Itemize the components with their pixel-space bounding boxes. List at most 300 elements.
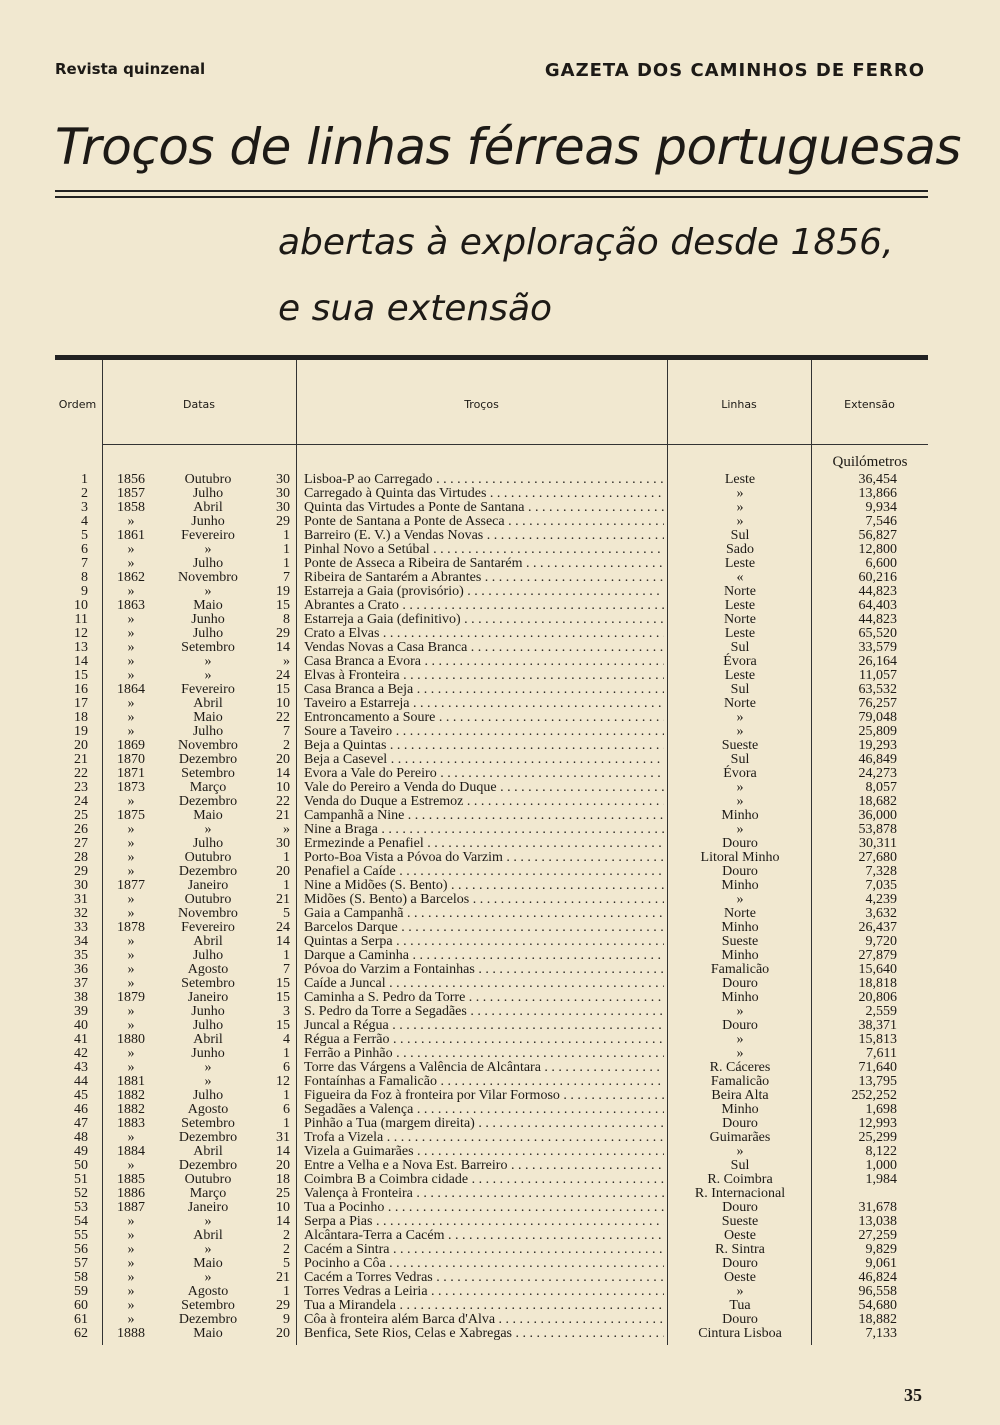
cell-linha: » [736, 1284, 744, 1299]
cell-day: 6 [283, 1102, 290, 1117]
cell-day: 21 [276, 892, 290, 907]
cell-linha: Sul [730, 752, 750, 767]
cell-month: Maio [193, 1326, 223, 1341]
cell-ordem: 10 [74, 598, 88, 613]
cell-troco: Fontaínhas a Famalicão . . . [304, 1075, 664, 1089]
cell-year: » [127, 1284, 135, 1299]
table-row [0, 529, 1000, 543]
table-row [0, 585, 1000, 599]
cell-extensao: 4,239 [865, 892, 897, 907]
cell-day: 31 [276, 1130, 290, 1145]
cell-troco: Penafiel a Caíde . . . [304, 865, 664, 879]
cell-ordem: 61 [74, 1312, 88, 1327]
cell-ordem: 42 [74, 1046, 88, 1061]
table-row [0, 1229, 1000, 1243]
cell-troco: Crato a Elvas . . . [304, 627, 664, 641]
cell-year: » [127, 612, 135, 627]
cell-extensao: 9,829 [865, 1242, 897, 1257]
cell-ordem: 17 [74, 696, 88, 711]
cell-year: 1885 [117, 1172, 145, 1187]
cell-troco: Darque a Caminha . . . [304, 949, 664, 963]
table-row [0, 753, 1000, 767]
cell-extensao: 44,823 [858, 612, 897, 627]
cell-extensao: 71,640 [858, 1060, 897, 1075]
cell-day: 20 [276, 752, 290, 767]
cell-ordem: 54 [74, 1214, 88, 1229]
cell-troco: Lisboa-P ao Carregado . . . [304, 473, 664, 487]
cell-year: » [127, 822, 135, 837]
cell-month: Julho [192, 486, 224, 501]
cell-troco: Pocinho a Côa . . . [304, 1257, 664, 1271]
cell-day: 2 [283, 1242, 290, 1257]
cell-ordem: 53 [74, 1200, 88, 1215]
cell-linha: Oeste [724, 1270, 756, 1285]
cell-month: Abril [193, 696, 223, 711]
cell-troco: Régua a Ferrão . . . [304, 1033, 664, 1047]
cell-ordem: 13 [74, 640, 88, 655]
cell-extensao: 56,827 [858, 528, 897, 543]
cell-troco: Côa à fronteira além Barca d'Alva . . . [304, 1313, 664, 1327]
cell-month: Dezembro [178, 1312, 238, 1327]
cell-day: 21 [276, 1270, 290, 1285]
table-row [0, 1047, 1000, 1061]
cell-extensao: 7,133 [865, 1326, 897, 1341]
cell-day: 1 [283, 528, 290, 543]
cell-troco: Alcântara-Terra a Cacém . . . [304, 1229, 664, 1243]
table-top-rule [55, 355, 928, 360]
cell-linha: » [736, 780, 744, 795]
cell-ordem: 60 [74, 1298, 88, 1313]
table-row [0, 823, 1000, 837]
cell-year: 1863 [117, 598, 145, 613]
cell-extensao: 27,680 [858, 850, 897, 865]
cell-ordem: 18 [74, 710, 88, 725]
table-row [0, 767, 1000, 781]
cell-extensao: 46,824 [858, 1270, 897, 1285]
table-row [0, 1243, 1000, 1257]
cell-linha: Évora [723, 766, 757, 781]
cell-extensao: 2,559 [865, 1004, 897, 1019]
cell-year: » [127, 584, 135, 599]
cell-day: 3 [283, 1004, 290, 1019]
magazine-title: GAZETA DOS CAMINHOS DE FERRO [544, 60, 925, 81]
cell-year: » [127, 864, 135, 879]
cell-extensao: 8,057 [865, 780, 897, 795]
cell-troco: Ermezinde a Penafiel . . . [304, 837, 664, 851]
cell-day: 1 [283, 1116, 290, 1131]
cell-extensao: 8,122 [865, 1144, 897, 1159]
cell-troco: Soure a Taveiro . . . [304, 725, 664, 739]
cell-month: Dezembro [178, 864, 238, 879]
cell-month: Maio [193, 598, 223, 613]
unit-label: Quilómetros [832, 454, 908, 470]
table-row [0, 557, 1000, 571]
cell-extensao: 6,600 [865, 556, 897, 571]
table-row [0, 1117, 1000, 1131]
cell-linha: Minho [721, 920, 759, 935]
cell-ordem: 51 [74, 1172, 88, 1187]
cell-month: » [204, 654, 212, 669]
cell-year: » [127, 1018, 135, 1033]
cell-extensao: 7,328 [865, 864, 897, 879]
cell-year: » [127, 556, 135, 571]
cell-day: 4 [283, 1032, 290, 1047]
cell-troco: Beja a Quintas . . . [304, 739, 664, 753]
cell-extensao: 25,809 [858, 724, 897, 739]
cell-year: » [127, 724, 135, 739]
cell-troco: Porto-Boa Vista a Póvoa do Varzim . . . [304, 851, 664, 865]
table-row [0, 1257, 1000, 1271]
cell-day: 25 [276, 1186, 290, 1201]
cell-linha: Minho [721, 948, 759, 963]
cell-ordem: 27 [74, 836, 88, 851]
cell-year: 1880 [117, 1032, 145, 1047]
table-row [0, 473, 1000, 487]
cell-ordem: 22 [74, 766, 88, 781]
cell-day: 1 [283, 948, 290, 963]
cell-month: Abril [193, 1032, 223, 1047]
cell-month: Outubro [184, 892, 232, 907]
cell-troco: Serpa a Pias . . . [304, 1215, 664, 1229]
table-row [0, 1327, 1000, 1341]
cell-extensao: 3,632 [865, 906, 897, 921]
table-row [0, 1271, 1000, 1285]
cell-troco: Entre a Velha e a Nova Est. Barreiro . . . [304, 1159, 664, 1173]
cell-linha: Sueste [721, 738, 759, 753]
header-trocos: Troços [464, 398, 499, 411]
table-row [0, 1005, 1000, 1019]
cell-extensao: 18,682 [858, 794, 897, 809]
cell-extensao: 26,164 [858, 654, 897, 669]
cell-year: 1877 [117, 878, 145, 893]
cell-extensao: 18,818 [858, 976, 897, 991]
cell-year: » [127, 654, 135, 669]
header-linhas: Linhas [721, 398, 757, 411]
cell-day: 30 [276, 500, 290, 515]
cell-year: 1871 [117, 766, 145, 781]
cell-linha: Leste [724, 668, 756, 683]
cell-troco: Tua a Mirandela . . . [304, 1299, 664, 1313]
cell-linha: R. Cáceres [709, 1060, 771, 1075]
cell-day: 7 [283, 962, 290, 977]
table-row [0, 1075, 1000, 1089]
cell-ordem: 36 [74, 962, 88, 977]
cell-extensao: 20,806 [858, 990, 897, 1005]
cell-troco: Segadães a Valença . . . [304, 1103, 664, 1117]
cell-month: Setembro [181, 766, 235, 781]
cell-troco: Évora a Vale do Pereiro . . . [304, 767, 664, 781]
cell-year: » [127, 836, 135, 851]
cell-year: 1858 [117, 500, 145, 515]
cell-linha: Sado [726, 542, 754, 557]
cell-day: 19 [276, 584, 290, 599]
cell-month: Maio [193, 808, 223, 823]
cell-ordem: 4 [81, 514, 88, 529]
cell-year: » [127, 1004, 135, 1019]
cell-month: Junho [191, 514, 225, 529]
cell-ordem: 58 [74, 1270, 88, 1285]
cell-year: 1881 [117, 1074, 145, 1089]
cell-day: 7 [283, 570, 290, 585]
cell-day: 5 [283, 906, 290, 921]
table-row [0, 1313, 1000, 1327]
cell-ordem: 28 [74, 850, 88, 865]
table-row [0, 1145, 1000, 1159]
cell-extensao: 96,558 [858, 1284, 897, 1299]
cell-month: Fevereiro [181, 528, 235, 543]
cell-ordem: 62 [74, 1326, 88, 1341]
cell-month: Agosto [187, 1102, 229, 1117]
cell-extensao: 18,882 [858, 1312, 897, 1327]
cell-month: Junho [191, 1004, 225, 1019]
cell-ordem: 12 [74, 626, 88, 641]
cell-extensao: 25,299 [858, 1130, 897, 1145]
cell-day: 1 [283, 542, 290, 557]
cell-extensao: 53,878 [858, 822, 897, 837]
cell-extensao: 65,520 [858, 626, 897, 641]
cell-ordem: 47 [74, 1116, 88, 1131]
cell-day: » [283, 654, 290, 669]
cell-linha: Sul [730, 682, 750, 697]
cell-year: » [127, 1158, 135, 1173]
cell-month: Dezembro [178, 1130, 238, 1145]
table-row [0, 851, 1000, 865]
cell-linha: Douro [722, 836, 758, 851]
cell-extensao: 60,216 [858, 570, 897, 585]
cell-day: 20 [276, 1158, 290, 1173]
table-row [0, 1061, 1000, 1075]
cell-troco: Carregado à Quinta das Virtudes . . . [304, 487, 664, 501]
cell-year: 1856 [117, 472, 145, 487]
cell-month: Julho [192, 948, 224, 963]
cell-ordem: 40 [74, 1018, 88, 1033]
table-row [0, 1187, 1000, 1201]
table-row [0, 669, 1000, 683]
cell-day: 14 [276, 640, 290, 655]
cell-ordem: 26 [74, 822, 88, 837]
cell-year: 1875 [117, 808, 145, 823]
cell-extensao: 46,849 [858, 752, 897, 767]
cell-year: 1857 [117, 486, 145, 501]
cell-ordem: 32 [74, 906, 88, 921]
cell-month: Julho [192, 836, 224, 851]
cell-linha: Litoral Minho [700, 850, 780, 865]
cell-troco: Benfica, Sete Rios, Celas e Xabregas . . . [304, 1327, 664, 1341]
cell-troco: S. Pedro da Torre a Segadães . . . [304, 1005, 664, 1019]
cell-ordem: 49 [74, 1144, 88, 1159]
cell-month: » [204, 1214, 212, 1229]
cell-troco: Barreiro (E. V.) a Vendas Novas . . . [304, 529, 664, 543]
cell-year: » [127, 906, 135, 921]
cell-day: 5 [283, 1256, 290, 1271]
cell-troco: Ponte de Asseca a Ribeira de Santarém . . . [304, 557, 664, 571]
cell-year: » [127, 850, 135, 865]
cell-ordem: 45 [74, 1088, 88, 1103]
table-row [0, 1089, 1000, 1103]
cell-troco: Quinta das Virtudes a Ponte de Santana . . . [304, 501, 664, 515]
cell-year: 1882 [117, 1102, 145, 1117]
cell-month: Junho [191, 612, 225, 627]
cell-troco: Ponte de Santana a Ponte de Asseca . . . [304, 515, 664, 529]
cell-ordem: 24 [74, 794, 88, 809]
cell-year: » [127, 710, 135, 725]
cell-month: Janeiro [187, 990, 229, 1005]
cell-troco: Caíde a Juncal . . . [304, 977, 664, 991]
header-rule [667, 444, 811, 445]
cell-ordem: 11 [74, 612, 88, 627]
cell-linha: Douro [722, 1018, 758, 1033]
cell-extensao: 15,813 [858, 1032, 897, 1047]
cell-day: 22 [276, 710, 290, 725]
cell-month: Novembro [178, 738, 238, 753]
cell-linha: Leste [724, 626, 756, 641]
header-ordem: Ordem [58, 398, 97, 411]
cell-troco: Caminha a S. Pedro da Torre . . . [304, 991, 664, 1005]
cell-day: 20 [276, 864, 290, 879]
cell-month: » [204, 822, 212, 837]
cell-day: 20 [276, 1326, 290, 1341]
cell-year: 1888 [117, 1326, 145, 1341]
cell-troco: Coimbra B a Coimbra cidade . . . [304, 1173, 664, 1187]
cell-troco: Juncal a Régua . . . [304, 1019, 664, 1033]
cell-linha: Norte [724, 696, 756, 711]
cell-month: Julho [192, 1018, 224, 1033]
cell-linha: » [736, 1032, 744, 1047]
cell-linha: » [736, 514, 744, 529]
table-row [0, 949, 1000, 963]
table-row [0, 739, 1000, 753]
table-row [0, 697, 1000, 711]
cell-troco: Midões (S. Bento) a Barcelos . . . [304, 893, 664, 907]
cell-ordem: 2 [81, 486, 88, 501]
table-row [0, 893, 1000, 907]
header-rule [102, 444, 667, 445]
table-row [0, 501, 1000, 515]
cell-ordem: 15 [74, 668, 88, 683]
cell-month: Maio [193, 1256, 223, 1271]
cell-troco: Pinhão a Tua (margem direita) . . . [304, 1117, 664, 1131]
cell-linha: R. Coimbra [707, 1172, 773, 1187]
cell-year: 1884 [117, 1144, 145, 1159]
table-row [0, 1131, 1000, 1145]
cell-linha: Leste [724, 556, 756, 571]
cell-troco: Torres Vedras a Leiria . . . [304, 1285, 664, 1299]
cell-extensao: 33,579 [858, 640, 897, 655]
cell-troco: Torre das Várgens a Valência de Alcântara . . . [304, 1061, 664, 1075]
cell-month: Setembro [181, 1298, 235, 1313]
cell-linha: Évora [723, 654, 757, 669]
cell-day: 7 [283, 724, 290, 739]
cell-linha: Sul [730, 528, 750, 543]
page-number: 35 [904, 1385, 922, 1405]
cell-extensao: 27,259 [858, 1228, 897, 1243]
cell-extensao: 252,252 [851, 1088, 897, 1103]
cell-day: 10 [276, 696, 290, 711]
cell-day: 21 [276, 808, 290, 823]
cell-day: 10 [276, 780, 290, 795]
cell-year: » [127, 1228, 135, 1243]
cell-ordem: 50 [74, 1158, 88, 1173]
table-row [0, 641, 1000, 655]
title-rule-bottom [55, 196, 928, 198]
cell-linha: » [736, 710, 744, 725]
header-extensao: Extensão [844, 398, 895, 411]
table-row [0, 837, 1000, 851]
cell-month: Dezembro [178, 752, 238, 767]
cell-troco: Trofa a Vizela . . . [304, 1131, 664, 1145]
cell-year: 1870 [117, 752, 145, 767]
cell-year: » [127, 948, 135, 963]
cell-linha: Cintura Lisboa [698, 1326, 782, 1341]
cell-ordem: 39 [74, 1004, 88, 1019]
cell-month: Julho [192, 1088, 224, 1103]
article-title: Troços de linhas férreas portuguesas [55, 118, 961, 176]
cell-extensao: 38,371 [858, 1018, 897, 1033]
cell-month: Dezembro [178, 1158, 238, 1173]
cell-ordem: 31 [74, 892, 88, 907]
cell-month: » [204, 1060, 212, 1075]
cell-month: Abril [193, 1144, 223, 1159]
cell-troco: Estarreja a Gaia (definitivo) . . . [304, 613, 664, 627]
cell-year: » [127, 1298, 135, 1313]
cell-year: 1869 [117, 738, 145, 753]
cell-month: Julho [192, 626, 224, 641]
cell-month: Fevereiro [181, 920, 235, 935]
cell-month: Abril [193, 500, 223, 515]
cell-extensao: 13,038 [858, 1214, 897, 1229]
cell-ordem: 16 [74, 682, 88, 697]
cell-day: 12 [276, 1074, 290, 1089]
cell-year: » [127, 1242, 135, 1257]
cell-year: » [127, 640, 135, 655]
cell-month: Junho [191, 1046, 225, 1061]
cell-extensao: 31,678 [858, 1200, 897, 1215]
cell-year: » [127, 1214, 135, 1229]
cell-month: Dezembro [178, 794, 238, 809]
cell-ordem: 30 [74, 878, 88, 893]
table-row [0, 613, 1000, 627]
cell-linha: Sul [730, 640, 750, 655]
cell-ordem: 6 [81, 542, 88, 557]
cell-day: 15 [276, 682, 290, 697]
cell-month: Outubro [184, 850, 232, 865]
cell-year: 1883 [117, 1116, 145, 1131]
cell-troco: Beja a Casevel . . . [304, 753, 664, 767]
table-row [0, 977, 1000, 991]
cell-month: Março [189, 1186, 227, 1201]
cell-linha: Douro [722, 864, 758, 879]
cell-troco: Nine a Midões (S. Bento) . . . [304, 879, 664, 893]
table-row [0, 1159, 1000, 1173]
cell-linha: Guimarães [709, 1130, 771, 1145]
cell-linha: Tua [729, 1298, 751, 1313]
cell-day: 15 [276, 598, 290, 613]
cell-extensao: 30,311 [859, 836, 897, 851]
cell-troco: Taveiro a Estarreja . . . [304, 697, 664, 711]
cell-year: » [127, 626, 135, 641]
cell-extensao: 36,454 [858, 472, 897, 487]
table-row [0, 1201, 1000, 1215]
cell-year: » [127, 892, 135, 907]
cell-day: 14 [276, 1144, 290, 1159]
cell-linha: Sul [730, 1158, 750, 1173]
cell-day: 8 [283, 612, 290, 627]
cell-ordem: 8 [81, 570, 88, 585]
cell-year: » [127, 514, 135, 529]
table-row [0, 655, 1000, 669]
cell-day: 14 [276, 1214, 290, 1229]
cell-ordem: 48 [74, 1130, 88, 1145]
